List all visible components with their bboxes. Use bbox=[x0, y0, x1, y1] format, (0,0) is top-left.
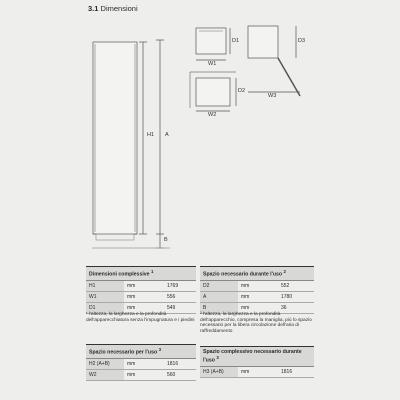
w1-label: W1 bbox=[208, 61, 217, 67]
table-header: Spazio complessivo necessario durante l'uso $^3$ bbox=[200, 347, 314, 367]
table-row: H3 (A+B) mm 1816 bbox=[200, 366, 314, 377]
section-title: Dimensioni bbox=[100, 4, 138, 13]
footnote-1: ¹ l'altezza, la larghezza e la profondità dell'apparecchiatura senza l'impugnatura e i piedini bbox=[86, 312, 195, 323]
table-row: B mm 36 bbox=[200, 302, 314, 313]
d1-label: D1 bbox=[232, 38, 240, 44]
top-view-w3-d3 bbox=[248, 26, 278, 58]
table-row: H2 (A+B) mm 1816 bbox=[86, 358, 196, 369]
space-required-table bbox=[86, 344, 196, 381]
a-label: A bbox=[165, 132, 169, 138]
appliance-front bbox=[93, 42, 137, 234]
table-row: D1 mm 549 bbox=[86, 302, 196, 313]
table-header: Spazio necessario per l'uso $^3$ bbox=[86, 345, 196, 359]
table-row: H1 mm 1769 bbox=[86, 280, 196, 291]
table-header: Spazio necessario durante l'uso $^2$ bbox=[200, 267, 314, 281]
open-door bbox=[278, 58, 300, 96]
w2-label: W2 bbox=[208, 112, 217, 118]
top-view-w1-d1 bbox=[196, 28, 226, 54]
table-row: D2 mm 552 bbox=[200, 280, 314, 291]
table-row: W2 mm 560 bbox=[86, 369, 196, 380]
d2-label: D2 bbox=[238, 88, 246, 94]
table-row: A mm 1780 bbox=[200, 291, 314, 302]
total-space-table bbox=[200, 346, 314, 378]
h1-label: H1 bbox=[147, 132, 155, 138]
top-view-w2-d2 bbox=[196, 78, 230, 106]
d3-label: D3 bbox=[298, 38, 306, 44]
overall-dimensions-table bbox=[86, 266, 196, 314]
table-row: W1 mm 556 bbox=[86, 291, 196, 302]
space-during-use-table bbox=[200, 266, 314, 314]
footnote-2: ² l'altezza, la larghezza e la profondità dell'apparecchio, compresa la maniglia, più lo spazio necessario per la libera circolazione dell'aria di raffreddamento bbox=[200, 312, 312, 334]
table-header: Dimensioni complessive $^1$ bbox=[86, 267, 196, 281]
section-number: 3.1 bbox=[88, 4, 99, 13]
w3-label: W3 bbox=[268, 93, 277, 99]
b-label: B bbox=[164, 237, 168, 243]
